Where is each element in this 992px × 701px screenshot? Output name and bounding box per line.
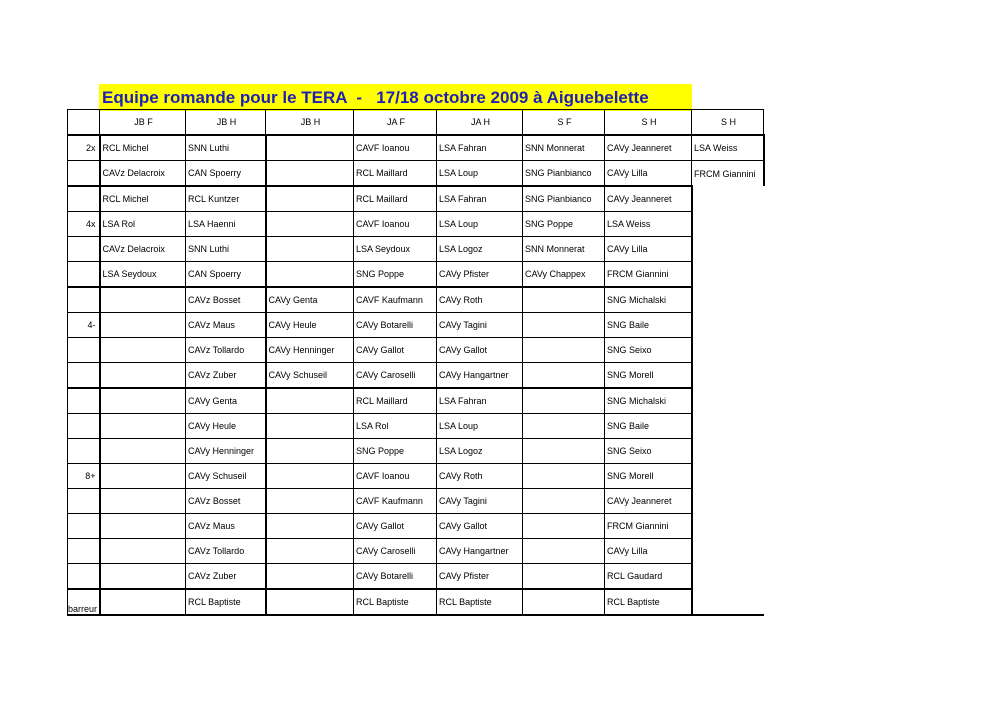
crew-cell: SNG Pianbianco: [523, 186, 605, 212]
crew-cell: [100, 589, 186, 615]
crew-cell: [100, 464, 186, 489]
crew-cell: CAVz Zuber: [186, 564, 266, 590]
crew-cell: LSA Seydoux: [100, 262, 186, 288]
table-row: [68, 186, 764, 212]
table-row: [68, 539, 764, 564]
crew-cell: CAN Spoerry: [186, 262, 266, 288]
crew-cell: [523, 589, 605, 615]
crew-cell: SNN Luthi: [186, 135, 266, 161]
crew-cell: [266, 262, 354, 288]
crew-cell: [100, 564, 186, 590]
column-header: S H: [692, 110, 764, 136]
crew-cell: [523, 363, 605, 389]
crew-cell: [100, 287, 186, 313]
page-title: Equipe romande pour le TERA - 17/18 octobre 2009 à Aiguebelette: [99, 84, 692, 111]
crew-cell: [692, 338, 764, 363]
column-header: S F: [523, 110, 605, 136]
crew-cell: CAVy Henninger: [266, 338, 354, 363]
crew-cell: CAVy Schuseil: [186, 464, 266, 489]
crew-cell: CAVy Tagini: [437, 313, 523, 338]
crew-cell: [692, 489, 764, 514]
crew-cell: [266, 439, 354, 464]
crew-cell: CAVy Heule: [186, 414, 266, 439]
category-label: [68, 539, 100, 564]
crew-cell: [100, 363, 186, 389]
table-row: [68, 414, 764, 439]
crew-cell: LSA Weiss: [605, 212, 692, 237]
crew-cell: [692, 539, 764, 564]
crew-cell: SNG Morell: [605, 464, 692, 489]
column-header: JB H: [266, 110, 354, 136]
column-header: JB H: [186, 110, 266, 136]
category-label: [68, 237, 100, 262]
category-label: [68, 414, 100, 439]
crew-cell: CAVy Pfister: [437, 262, 523, 288]
crew-cell: CAVz Zuber: [186, 363, 266, 389]
crew-cell: CAVy Heule: [266, 313, 354, 338]
crew-cell: LSA Loup: [437, 161, 523, 187]
category-label: [68, 514, 100, 539]
crew-cell: [266, 135, 354, 161]
table-row: [68, 489, 764, 514]
crew-cell: [523, 439, 605, 464]
crew-cell: LSA Logoz: [437, 237, 523, 262]
crew-cell: CAVy Genta: [266, 287, 354, 313]
crew-cell: FRCM Giannini: [605, 514, 692, 539]
crew-cell: [266, 489, 354, 514]
crew-cell: LSA Loup: [437, 414, 523, 439]
crew-cell: [266, 564, 354, 590]
table-row: [68, 388, 764, 414]
table-row: [68, 212, 764, 237]
crew-cell: RCL Gaudard: [605, 564, 692, 590]
crew-cell: CAVy Hangartner: [437, 539, 523, 564]
category-label: [68, 287, 100, 313]
category-label: [68, 262, 100, 288]
table-row: [68, 589, 764, 615]
crew-cell: SNN Luthi: [186, 237, 266, 262]
crew-cell: CAVy Lilla: [605, 539, 692, 564]
category-label: [68, 489, 100, 514]
crew-cell: [266, 514, 354, 539]
crew-cell: CAVy Botarelli: [354, 564, 437, 590]
crew-cell: CAVy Pfister: [437, 564, 523, 590]
crew-cell: [100, 514, 186, 539]
crew-cell: [266, 212, 354, 237]
category-label: [68, 363, 100, 389]
crew-cell: CAVy Lilla: [605, 161, 692, 187]
crew-cell: [266, 388, 354, 414]
crew-cell: [266, 237, 354, 262]
crew-cell: [692, 287, 764, 313]
crew-cell: SNG Pianbianco: [523, 161, 605, 187]
column-header: JA H: [437, 110, 523, 136]
crew-cell: [266, 186, 354, 212]
crew-cell: [523, 287, 605, 313]
crew-cell: [692, 363, 764, 389]
crew-cell: RCL Baptiste: [605, 589, 692, 615]
crew-cell: RCL Baptiste: [437, 589, 523, 615]
crew-cell: [692, 212, 764, 237]
crew-cell: SNG Seixo: [605, 439, 692, 464]
category-label: [68, 564, 100, 590]
crew-cell: [692, 414, 764, 439]
crew-cell: SNG Baile: [605, 313, 692, 338]
crew-cell: SNN Monnerat: [523, 135, 605, 161]
table-row: [68, 135, 764, 161]
crew-cell: CAVz Tollardo: [186, 338, 266, 363]
table-row: [68, 338, 764, 363]
crew-cell: CAVz Tollardo: [186, 539, 266, 564]
crew-cell: CAVz Bosset: [186, 287, 266, 313]
crew-cell: [523, 539, 605, 564]
crew-cell: CAVy Chappex: [523, 262, 605, 288]
crew-cell: LSA Fahran: [437, 388, 523, 414]
crew-cell: LSA Weiss: [692, 135, 764, 161]
crew-cell: [523, 514, 605, 539]
table-row: [68, 237, 764, 262]
crew-cell: [523, 338, 605, 363]
category-label: [68, 338, 100, 363]
crew-cell: LSA Logoz: [437, 439, 523, 464]
crew-cell: [100, 338, 186, 363]
crew-cell: [523, 313, 605, 338]
crew-cell: [692, 439, 764, 464]
crew-cell: [100, 439, 186, 464]
table-row: [68, 439, 764, 464]
crew-cell: [266, 161, 354, 187]
crew-cell: [100, 539, 186, 564]
category-label: 8+: [68, 464, 100, 489]
crew-cell: [692, 564, 764, 590]
crew-cell: [692, 514, 764, 539]
crew-cell: [692, 237, 764, 262]
crew-cell: SNG Michalski: [605, 287, 692, 313]
crew-cell: SNG Seixo: [605, 338, 692, 363]
crew-cell: CAVy Henninger: [186, 439, 266, 464]
crew-cell: LSA Fahran: [437, 135, 523, 161]
category-label: 4x: [68, 212, 100, 237]
table-row: [68, 464, 764, 489]
crew-cell: [523, 388, 605, 414]
crew-cell: [100, 414, 186, 439]
category-label: [68, 161, 100, 187]
header-row: [68, 110, 764, 136]
crew-cell: [523, 414, 605, 439]
crew-cell: RCL Michel: [100, 135, 186, 161]
crew-cell: CAVy Botarelli: [354, 313, 437, 338]
crew-cell: [100, 489, 186, 514]
crew-cell: LSA Rol: [354, 414, 437, 439]
crew-cell: RCL Michel: [100, 186, 186, 212]
crew-cell: CAVF Kaufmann: [354, 489, 437, 514]
crew-cell: SNG Michalski: [605, 388, 692, 414]
crew-cell: SNG Poppe: [354, 262, 437, 288]
crew-cell: RCL Kuntzer: [186, 186, 266, 212]
crew-cell: CAVF Ioanou: [354, 135, 437, 161]
crew-cell: CAVy Tagini: [437, 489, 523, 514]
table-row: [68, 287, 764, 313]
crew-cell: SNG Baile: [605, 414, 692, 439]
category-label: [68, 388, 100, 414]
crew-cell: CAVy Gallot: [354, 514, 437, 539]
crew-cell: SNG Morell: [605, 363, 692, 389]
category-label: [68, 439, 100, 464]
crew-cell: RCL Maillard: [354, 186, 437, 212]
crew-cell: CAVy Jeanneret: [605, 186, 692, 212]
crew-cell: CAN Spoerry: [186, 161, 266, 187]
crew-cell: [266, 464, 354, 489]
crew-cell: CAVy Jeanneret: [605, 135, 692, 161]
crew-cell: [692, 388, 764, 414]
crew-cell: LSA Haenni: [186, 212, 266, 237]
crew-cell: LSA Seydoux: [354, 237, 437, 262]
crew-cell: CAVy Gallot: [437, 514, 523, 539]
crew-cell: CAVy Roth: [437, 287, 523, 313]
crew-cell: RCL Maillard: [354, 388, 437, 414]
crew-cell: CAVy Gallot: [354, 338, 437, 363]
crew-cell: [100, 313, 186, 338]
category-label: 4-: [68, 313, 100, 338]
crew-cell: [523, 489, 605, 514]
crew-cell: CAVy Schuseil: [266, 363, 354, 389]
crew-cell: [266, 539, 354, 564]
crew-cell: CAVy Caroselli: [354, 363, 437, 389]
category-label: [68, 186, 100, 212]
crew-cell: SNG Poppe: [523, 212, 605, 237]
crew-cell: LSA Fahran: [437, 186, 523, 212]
category-label: 2x: [68, 135, 100, 161]
crew-cell: LSA Rol: [100, 212, 186, 237]
corner-cell: [68, 110, 100, 136]
crew-cell: CAVy Hangartner: [437, 363, 523, 389]
column-header: JA F: [354, 110, 437, 136]
crew-cell: [692, 313, 764, 338]
column-header: JB F: [100, 110, 186, 136]
crew-cell: CAVy Genta: [186, 388, 266, 414]
crew-cell: CAVz Delacroix: [100, 161, 186, 187]
crew-cell: [523, 464, 605, 489]
table-row: [68, 313, 764, 338]
crew-cell: CAVz Bosset: [186, 489, 266, 514]
crew-cell: [100, 388, 186, 414]
crew-cell: CAVz Maus: [186, 514, 266, 539]
crew-cell: [692, 464, 764, 489]
crew-cell: RCL Baptiste: [186, 589, 266, 615]
crew-cell: SNG Poppe: [354, 439, 437, 464]
table-row: [68, 514, 764, 539]
crew-cell: [266, 589, 354, 615]
crew-cell: [692, 589, 764, 615]
table-row: [68, 363, 764, 389]
crew-cell: CAVF Kaufmann: [354, 287, 437, 313]
crew-cell: CAVF Ioanou: [354, 464, 437, 489]
table-row: [68, 161, 764, 187]
crew-cell: RCL Maillard: [354, 161, 437, 187]
crew-cell: RCL Baptiste: [354, 589, 437, 615]
crew-cell: FRCM Giannini: [605, 262, 692, 288]
crew-cell: [692, 262, 764, 288]
crew-cell: [692, 186, 764, 212]
category-label: barreur: [68, 589, 100, 615]
table-row: [68, 262, 764, 288]
crew-cell: CAVy Roth: [437, 464, 523, 489]
crew-cell: LSA Loup: [437, 212, 523, 237]
crew-cell: [266, 414, 354, 439]
crew-table: [67, 109, 765, 616]
crew-cell: CAVF Ioanou: [354, 212, 437, 237]
column-header: S H: [605, 110, 692, 136]
crew-cell: SNN Monnerat: [523, 237, 605, 262]
crew-cell: CAVz Delacroix: [100, 237, 186, 262]
crew-cell: CAVz Maus: [186, 313, 266, 338]
crew-cell: CAVy Jeanneret: [605, 489, 692, 514]
crew-cell: CAVy Lilla: [605, 237, 692, 262]
crew-cell: CAVy Caroselli: [354, 539, 437, 564]
crew-cell: [523, 564, 605, 590]
crew-cell: CAVy Gallot: [437, 338, 523, 363]
crew-cell: FRCM Giannini: [692, 161, 764, 187]
table-row: [68, 564, 764, 590]
